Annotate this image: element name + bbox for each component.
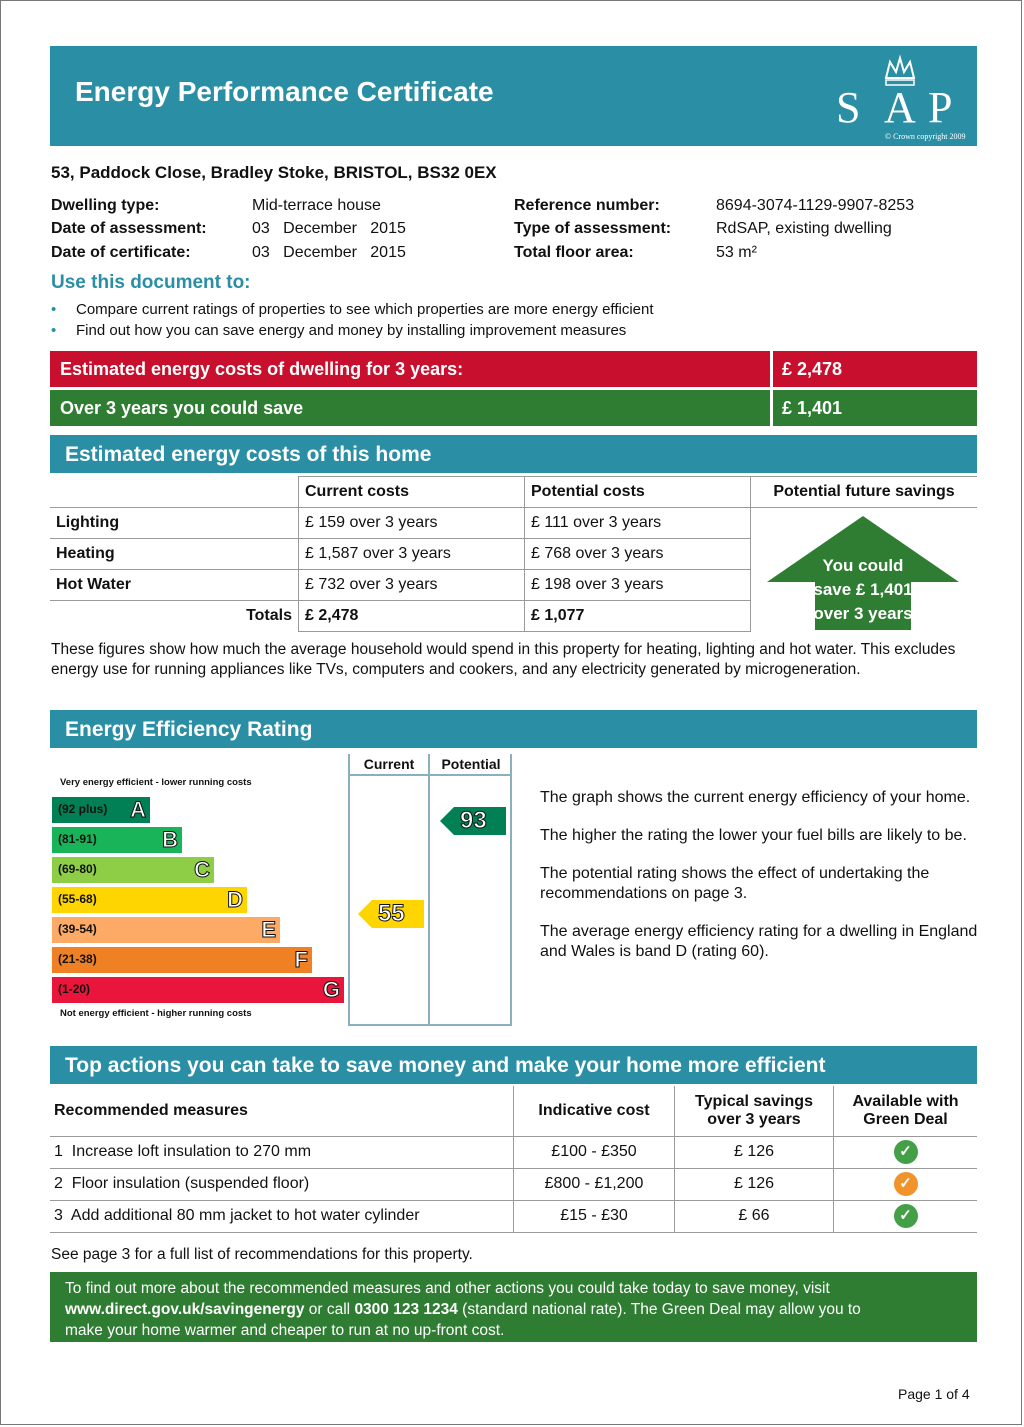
- dwelling-type-label: Dwelling type:: [51, 197, 160, 214]
- sap-logo-s: S: [836, 83, 861, 132]
- divider: [770, 390, 773, 426]
- estimated-cost-value: £ 2,478: [782, 359, 843, 379]
- rating-band-a: [52, 797, 150, 823]
- bottom-caption: Not energy efficient - higher running costs: [60, 1008, 252, 1019]
- row-label: Lighting: [50, 508, 299, 539]
- date-certificate-value: 03 December 2015: [252, 244, 406, 261]
- potential-cost: £ 198 over 3 years: [525, 570, 751, 601]
- header-banner: [50, 46, 977, 146]
- more-info-text: [50, 1272, 977, 1347]
- explain-para: The average energy efficiency rating for a dwelling in England and Wales is band D (rating 60).: [540, 923, 978, 960]
- green-deal-tick-icon: ✓: [894, 1204, 918, 1228]
- band-range: (92 plus): [58, 802, 108, 816]
- band-letter: C: [194, 857, 210, 882]
- potential-column: [430, 754, 512, 1026]
- date-assessment-label: Date of assessment:: [51, 220, 207, 237]
- assessment-type-value: RdSAP, existing dwelling: [716, 220, 892, 237]
- savings-arrow-cell: [751, 508, 978, 632]
- col-current-costs: Current costs: [299, 477, 525, 508]
- col-potential: Potential: [441, 756, 501, 772]
- bullet-item: • Compare current ratings of properties to see which properties are more energy efficient: [51, 301, 654, 318]
- potential-saving-value: £ 1,401: [782, 398, 843, 418]
- arrow-line: over 3 years: [813, 604, 913, 623]
- col-current: Current: [363, 756, 415, 772]
- costs-table: [50, 476, 977, 632]
- col-green-deal: [834, 1086, 978, 1136]
- col-measures: Recommended measures: [50, 1086, 514, 1136]
- rating-chart: [50, 752, 513, 1028]
- date-certificate-label: Date of certificate:: [51, 244, 191, 261]
- green-deal-tick-icon: ✓: [894, 1140, 918, 1164]
- totals-current: £ 2,478: [299, 601, 525, 632]
- arrow-line: You could: [822, 556, 904, 575]
- more-info-banner: [50, 1272, 977, 1342]
- rating-section-header: [50, 710, 977, 748]
- crown-copyright: © Crown copyright 2009: [885, 132, 966, 141]
- costs-empty-header: [50, 477, 299, 508]
- rating-band-d: [52, 887, 247, 913]
- table-row: [50, 1200, 977, 1232]
- use-document-heading: Use this document to:: [51, 272, 251, 293]
- phone-number: 0300 123 1234: [354, 1301, 458, 1318]
- reference-label: Reference number:: [514, 197, 660, 214]
- current-cost: £ 732 over 3 years: [299, 570, 525, 601]
- band-letter: A: [130, 797, 146, 822]
- sap-logo: [830, 54, 970, 142]
- costs-section-header: [50, 435, 977, 473]
- column-header-line: [348, 774, 512, 776]
- measure-cost: £100 - £350: [514, 1136, 675, 1168]
- current-rating-value: 55: [378, 900, 405, 927]
- potential-saving-bar: [50, 390, 977, 426]
- band-range: (21-38): [58, 952, 97, 966]
- green-deal-tick-icon: ✓: [894, 1172, 918, 1196]
- totals-potential: £ 1,077: [525, 601, 751, 632]
- more-info-line: To find out more about the recommended measures and other actions you could take today to save money, visit: [65, 1280, 830, 1297]
- measure-text: Add additional 80 mm jacket to hot water cylinder: [70, 1207, 420, 1224]
- totals-label: Totals: [50, 601, 299, 632]
- band-letter: F: [294, 947, 308, 972]
- divider: [770, 351, 773, 387]
- current-column: [348, 754, 430, 1026]
- measure-cell: [50, 1136, 514, 1168]
- row-label: Heating: [50, 539, 299, 570]
- green-deal-cell: [834, 1136, 978, 1168]
- col-savings-line: Typical savings: [695, 1092, 813, 1110]
- savingenergy-link[interactable]: www.direct.gov.uk/savingenergy: [65, 1301, 305, 1318]
- rating-explanation: [540, 788, 980, 962]
- green-deal-cell: [834, 1200, 978, 1232]
- band-letter: D: [227, 887, 243, 912]
- current-rating-arrow: [358, 900, 424, 928]
- measure-number: 1: [54, 1143, 63, 1160]
- assessment-type-label: Type of assessment:: [514, 220, 672, 237]
- measure-cost: £800 - £1,200: [514, 1168, 675, 1200]
- band-letter: E: [261, 917, 276, 942]
- bullet-item: • Find out how you can save energy and money by installing improvement measures: [51, 322, 627, 339]
- row-label: Hot Water: [50, 570, 299, 601]
- crown-icon: [830, 54, 970, 142]
- floor-area-value: 53 m²: [716, 244, 757, 261]
- band-letter: G: [322, 977, 340, 1002]
- measure-cell: [50, 1168, 514, 1200]
- arrow-line: save £ 1,401: [813, 580, 913, 599]
- measure-text: Increase loft insulation to 270 mm: [71, 1143, 312, 1160]
- bullet-icon: •: [51, 301, 57, 318]
- rating-band-b: [52, 827, 182, 853]
- potential-rating-arrow: [440, 807, 506, 835]
- col-future-savings: Potential future savings: [751, 477, 978, 508]
- page-title: Energy Performance Certificate: [75, 76, 494, 107]
- table-row: [50, 1168, 977, 1200]
- rating-band-f: [52, 947, 312, 973]
- rating-band-g: [52, 977, 344, 1003]
- col-potential-costs: Potential costs: [525, 477, 751, 508]
- rating-section-title: Energy Efficiency Rating: [65, 718, 313, 741]
- green-deal-cell: [834, 1168, 978, 1200]
- col-savings: [675, 1086, 834, 1136]
- date-assessment-value: 03 December 2015: [252, 220, 406, 237]
- rating-band-e: [52, 917, 280, 943]
- dwelling-type-value: Mid-terrace house: [252, 197, 381, 214]
- rating-band-c: [52, 857, 214, 883]
- bullet-icon: •: [51, 322, 57, 339]
- measure-savings: £ 66: [675, 1200, 834, 1232]
- see-page-note: See page 3 for a full list of recommendations for this property.: [51, 1246, 473, 1263]
- estimated-cost-bar: [50, 351, 977, 387]
- sap-logo-p: P: [928, 83, 953, 132]
- col-cost: Indicative cost: [514, 1086, 675, 1136]
- measure-savings: £ 126: [675, 1168, 834, 1200]
- col-green-deal-line: Green Deal: [863, 1110, 948, 1128]
- more-info-line: make your home warmer and cheaper to run at no up-front cost.: [65, 1322, 505, 1339]
- band-range: (81-91): [58, 832, 97, 846]
- actions-table: [50, 1086, 977, 1233]
- explain-para: The graph shows the current energy efficiency of your home.: [540, 789, 971, 806]
- property-address: 53, Paddock Close, Bradley Stoke, BRISTOL, BS32 0EX: [51, 163, 497, 182]
- estimated-cost-label: Estimated energy costs of dwelling for 3 years:: [60, 359, 464, 379]
- measure-number: 3: [54, 1207, 63, 1224]
- potential-saving-label: Over 3 years you could save: [60, 398, 304, 418]
- floor-area-label: Total floor area:: [514, 244, 634, 261]
- actions-section-header: [50, 1046, 977, 1084]
- measure-number: 2: [54, 1175, 63, 1192]
- potential-rating-value: 93: [460, 807, 487, 834]
- more-info-rest: (standard national rate). The Green Deal may allow you to: [457, 1301, 861, 1318]
- measure-cost: £15 - £30: [514, 1200, 675, 1232]
- table-row: [50, 1136, 977, 1168]
- top-caption: Very energy efficient - lower running costs: [60, 777, 252, 788]
- sap-logo-a: A: [884, 83, 916, 132]
- measure-savings: £ 126: [675, 1136, 834, 1168]
- more-info-line: [65, 1299, 962, 1320]
- col-green-deal-line: Available with: [852, 1092, 959, 1110]
- col-savings-line: over 3 years: [707, 1110, 801, 1128]
- potential-cost: £ 768 over 3 years: [525, 539, 751, 570]
- band-range: (39-54): [58, 922, 97, 936]
- page-number: Page 1 of 4: [898, 1386, 970, 1402]
- explain-para: The higher the rating the lower your fuel bills are likely to be.: [540, 827, 967, 844]
- measure-text: Floor insulation (suspended floor): [71, 1175, 310, 1192]
- potential-cost: £ 111 over 3 years: [525, 508, 751, 539]
- table-row: [50, 508, 977, 539]
- band-letter: B: [162, 827, 178, 852]
- costs-note: These figures show how much the average household would spend in this property for heating, lighting and hot water. This excludes energy use for running appliances like TVs, computers and cookers, and any electricity generated by microgeneration.: [51, 641, 956, 678]
- reference-value: 8694-3074-1129-9907-8253: [716, 197, 915, 214]
- band-range: (69-80): [58, 862, 97, 876]
- current-cost: £ 1,587 over 3 years: [299, 539, 525, 570]
- savings-arrow-text: [763, 554, 963, 626]
- actions-section-title: Top actions you can take to save money and make your home more efficient: [65, 1054, 826, 1077]
- explain-para: The potential rating shows the effect of undertaking the recommendations on page 3.: [540, 865, 930, 902]
- measure-cell: [50, 1200, 514, 1232]
- costs-section-title: Estimated energy costs of this home: [65, 443, 432, 466]
- band-range: (1-20): [58, 982, 91, 996]
- current-cost: £ 159 over 3 years: [299, 508, 525, 539]
- band-range: (55-68): [58, 892, 97, 906]
- more-info-mid: or call: [304, 1301, 355, 1318]
